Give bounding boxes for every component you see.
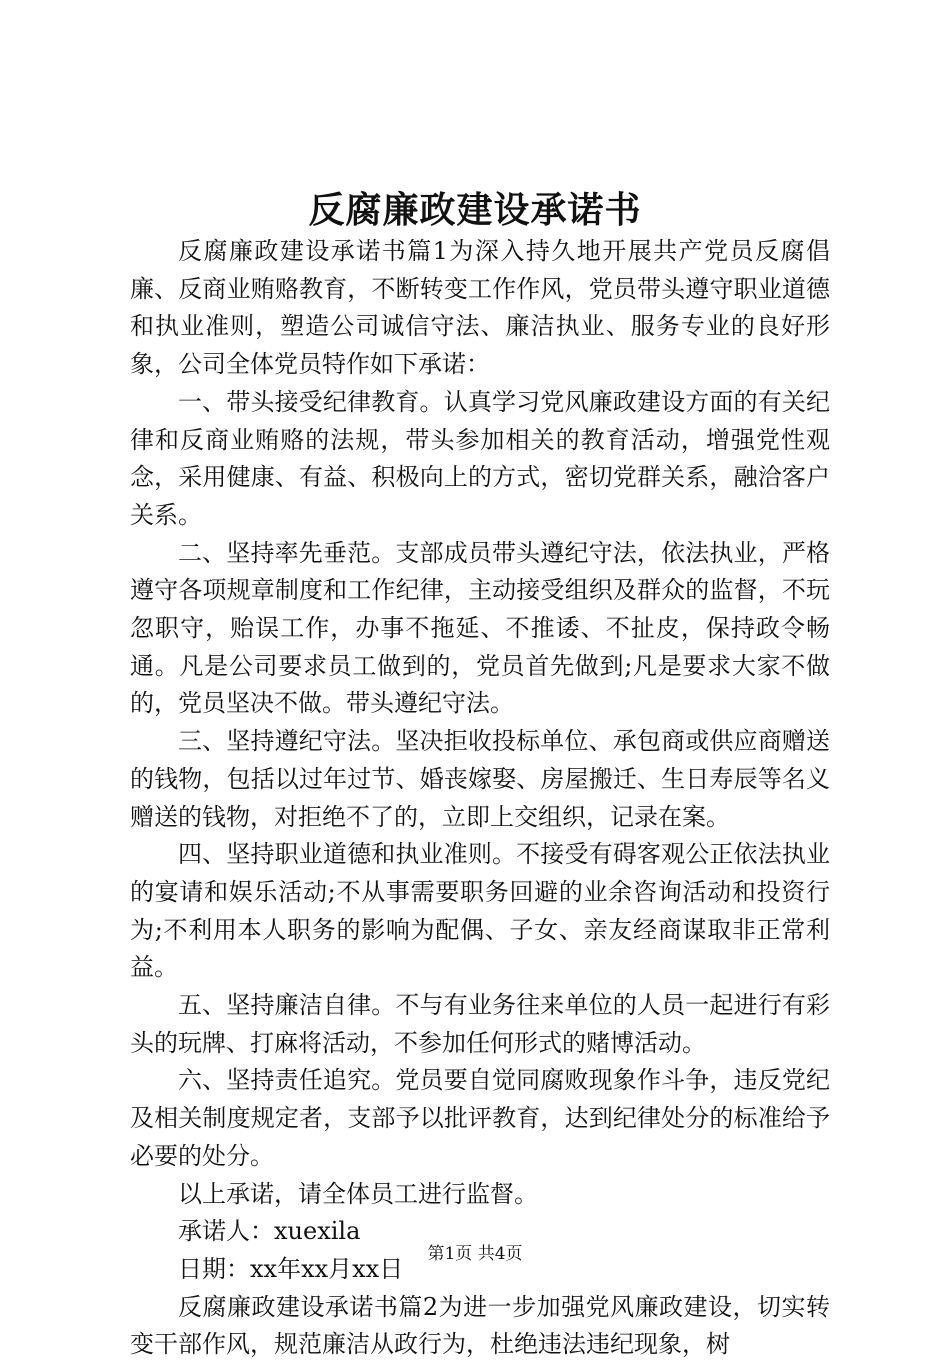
paragraph-item-4: 四、坚持职业道德和执业准则。不接受有碍客观公正依法执业的宴请和娱乐活动;不从事需要职务回避的业余咨询活动和投资行为;不利用本人职务的影响为配偶、子女、亲友经商谋取非正常利益。 — [130, 840, 830, 982]
paragraph-item-5: 五、坚持廉洁自律。不与有业务往来单位的人员一起进行有彩头的玩牌、打麻将活动，不参加任何形式的赌博活动。 — [130, 991, 830, 1057]
paragraph-second-intro: 反腐廉政建设承诺书篇2为进一步加强党风廉政建设，切实转变干部作风，规范廉洁从政行为，杜绝违法违纪现象，树 — [130, 1292, 830, 1359]
document-body — [130, 233, 830, 1364]
paragraph-item-6: 六、坚持责任追究。党员要自觉同腐败现象作斗争，违反党纪及相关制度规定者，支部予以批评教育，达到纪律处分的标准给予必要的处分。 — [130, 1066, 830, 1170]
paragraph-intro: 反腐廉政建设承诺书篇1为深入持久地开展共产党员反腐倡廉、反商业贿赂教育，不断转变工作作风，党员带头遵守职业道德和执业准则，塑造公司诚信守法、廉洁执业、服务专业的良好形象，公司全体党员特作如下承诺： — [130, 237, 830, 379]
paragraph-item-3: 三、坚持遵纪守法。坚决拒收投标单位、承包商或供应商赠送的钱物，包括以过年过节、婚丧嫁娶、房屋搬迁、生日寿辰等名义赠送的钱物，对拒绝不了的，立即上交组织，记录在案。 — [130, 727, 830, 831]
signatory-line: 承诺人：xuexila — [178, 1217, 361, 1246]
page-footer: 第1页 共4页 — [427, 1244, 523, 1264]
date-line: 日期：xx年xx月xx日 — [178, 1254, 404, 1283]
document-title: 反腐廉政建设承诺书 — [308, 189, 642, 231]
paragraph-item-2: 二、坚持率先垂范。支部成员带头遵纪守法，依法执业，严格遵守各项规章制度和工作纪律，主动接受组织及群众的监督，不玩忽职守，贻误工作，办事不拖延、不推诿、不扯皮，保持政令畅通。凡是公司要求员工做到的，党员首先做到;凡是要求大家不做的，党员坚决不做。带头遵纪守法。 — [130, 538, 830, 718]
paragraph-closing: 以上承诺，请全体员工进行监督。 — [178, 1179, 538, 1208]
paragraph-item-1: 一、带头接受纪律教育。认真学习党风廉政建设方面的有关纪律和反商业贿赂的法规，带头参加相关的教育活动，增强党性观念，采用健康、有益、积极向上的方式，密切党群关系，融洽客户关系。 — [130, 387, 830, 529]
